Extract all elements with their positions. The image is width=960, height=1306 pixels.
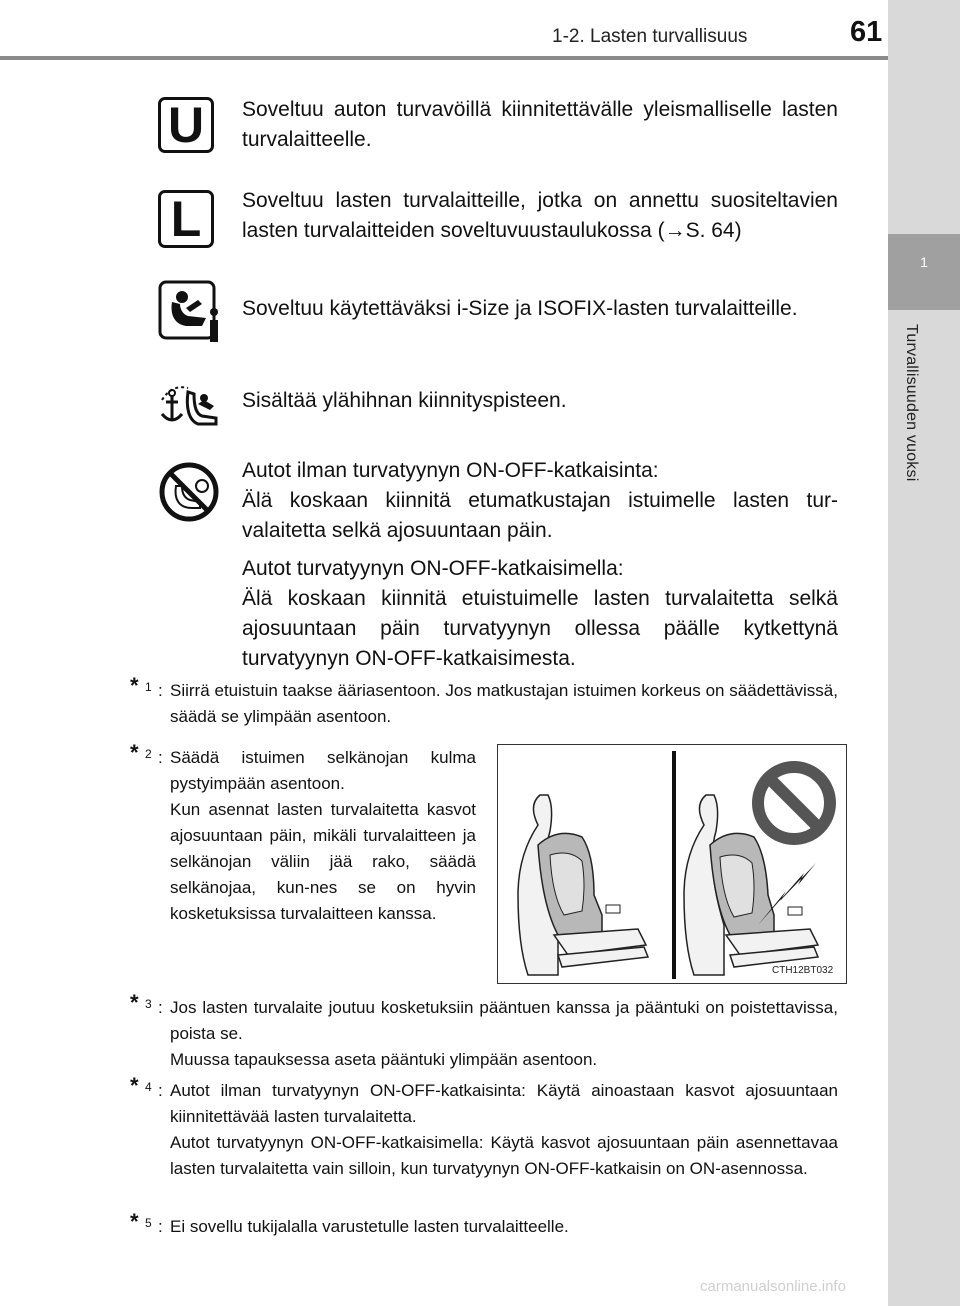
footnote-1-text: Siirrä etuistuin taakse ääriasentoon. Jos matkustajan istuimen korkeus on säädettävissä, säädä se ylimpään asentoon. [170, 681, 838, 726]
no-rear-facing-seat-icon [158, 460, 222, 529]
l-letter: L [158, 190, 214, 248]
symbol-u-description: Soveltuu auton turvavöillä kiinnitettävälle yleismalliselle lasten turvalaitteelle. [242, 98, 838, 151]
figure-code: CTH12BT032 [772, 965, 834, 976]
symbol-isofix-text [242, 294, 838, 324]
footnote-3-line-1: Jos lasten turvalaite joutuu kosketuksiin pääntuen kanssa ja pääntuki on poistettavissa, poista se. [170, 998, 838, 1043]
prohibition-sign-icon [758, 767, 830, 839]
symbol-l-description: Soveltuu lasten turvalaitteille, jotka on annettu suositeltavien lasten turvalaitteiden soveltuvuustaulukossa (→S. 64) [242, 189, 838, 242]
symbol-isofix-description: Soveltuu käytettäväksi i-Size ja ISOFIX-lasten turvalaitteille. [242, 297, 798, 320]
side-tab [888, 0, 960, 1306]
footnote-number: 1 [145, 680, 152, 694]
footnote-4: * 4 : Autot ilman turvatyynyn ON-OFF-katkaisinta: Käytä ainoastaan kasvot ajosuuntaan kiinnitettävää lasten turvalaitetta. Autot turvatyynyn ON-OFF-katkaisimella: Käytä kasvot ajosuuntaan päin asennettavaa lasten turvalaitetta vain silloin, kun turvatyynyn ON-OFF-katkaisin on ON-asennossa. [170, 1078, 838, 1182]
footnote-star: * [130, 673, 139, 698]
footnote-number: 3 [145, 997, 152, 1011]
footnote-star: * [130, 740, 139, 765]
seat-illustration [498, 745, 846, 983]
footnote-5: * 5 : Ei sovellu tukijalalla varustetulle lasten turvalaitteelle. [170, 1214, 838, 1240]
prohibition-heading-2: Autot turvatyynyn ON-OFF-katkaisimella: [242, 557, 624, 580]
universal-u-icon [158, 97, 214, 153]
top-tether-anchor-icon [158, 380, 222, 435]
isofix-child-seat-icon [158, 280, 222, 349]
letter-l-icon [158, 190, 214, 248]
footnote-number: 4 [145, 1080, 152, 1094]
footnote-4-line-1: Autot ilman turvatyynyn ON-OFF-katkaisinta: Käytä ainoastaan kasvot ajosuuntaan kiinnitettävää lasten turvalaitetta. [170, 1081, 838, 1126]
page-number: 61 [850, 16, 883, 48]
footnote-2-line-2: Kun asennat lasten turvalaitetta kasvot ajosuuntaan päin, mikäli turvalaitteen ja selkänojan väliin jää rako, säädä selkänojaa, kun-nes se on hyvin kosketuksissa turvalaitteen kanssa. [170, 800, 476, 923]
footnote-number: 5 [145, 1216, 152, 1230]
symbol-u-text [242, 95, 838, 155]
footnote-number: 2 [145, 747, 152, 761]
watermark: carmanualsonline.info [700, 1278, 846, 1295]
symbol-tether-text [242, 386, 838, 416]
footnote-3-line-2: Muussa tapauksessa aseta pääntuki ylimpään asentoon. [170, 1050, 598, 1069]
prohibition-heading-1: Autot ilman turvatyynyn ON-OFF-katkaisinta: [242, 459, 659, 482]
chapter-tab[interactable] [888, 234, 960, 310]
footnote-2: * 2 : Säädä istuimen selkänojan kulma pystyimpään asentoon. Kun asennat lasten turvalaitetta kasvot ajosuuntaan päin, mikäli turvalaitteen ja selkänojan väliin jää rako, säädä selkänojaa, kun-nes se on hyvin kosketuksissa turvalaitteen kanssa. [170, 745, 476, 927]
universal-letter: U [158, 97, 214, 153]
section-title: 1-2. Lasten turvallisuus [552, 26, 748, 47]
child-seat-figure [497, 744, 847, 984]
prohibition-body-2: Älä koskaan kiinnitä etuistuimelle lasten turvalaitetta selkä ajosuuntaan päin turvatyynyn ollessa päälle kytkettynä turvatyynyn ON-OFF-katkaisimesta. [242, 587, 838, 670]
footnote-star: * [130, 990, 139, 1015]
footnote-star: * [130, 1073, 139, 1098]
header-divider [0, 56, 888, 60]
correct-seat-illustration [518, 795, 648, 975]
symbol-prohibition-text [242, 456, 838, 674]
footnote-3: * 3 : Jos lasten turvalaite joutuu kosketuksiin pääntuen kanssa ja pääntuki on poistettavissa, poista se. Muussa tapauksessa aseta pääntuki ylimpään asentoon. [170, 995, 838, 1073]
chapter-number: 1 [920, 254, 928, 270]
footnote-1: * 1 : Siirrä etuistuin taakse ääriasentoon. Jos matkustajan istuimen korkeus on säädettävissä, säädä se ylimpään asentoon. [170, 678, 838, 730]
prohibition-body-1: Älä koskaan kiinnitä etumatkustajan istuimelle lasten tur-valaitetta selkä ajosuuntaan päin. [242, 489, 838, 542]
footnote-5-text: Ei sovellu tukijalalla varustetulle lasten turvalaitteelle. [170, 1217, 569, 1236]
footnote-2-line-1: Säädä istuimen selkänojan kulma pystyimpään asentoon. [170, 748, 476, 793]
symbol-tether-description: Sisältää ylähihnan kiinnityspisteen. [242, 389, 567, 412]
footnote-4-line-2: Autot turvatyynyn ON-OFF-katkaisimella: Käytä kasvot ajosuuntaan päin asennettavaa lasten turvalaitetta vain silloin, kun turvatyynyn ON-OFF-katkaisin on ON-asennossa. [170, 1133, 838, 1178]
symbol-l-text [242, 186, 838, 246]
chapter-label: Turvallisuuden vuoksi [903, 324, 920, 482]
footnote-star: * [130, 1209, 139, 1234]
incorrect-seat-illustration [684, 795, 818, 975]
